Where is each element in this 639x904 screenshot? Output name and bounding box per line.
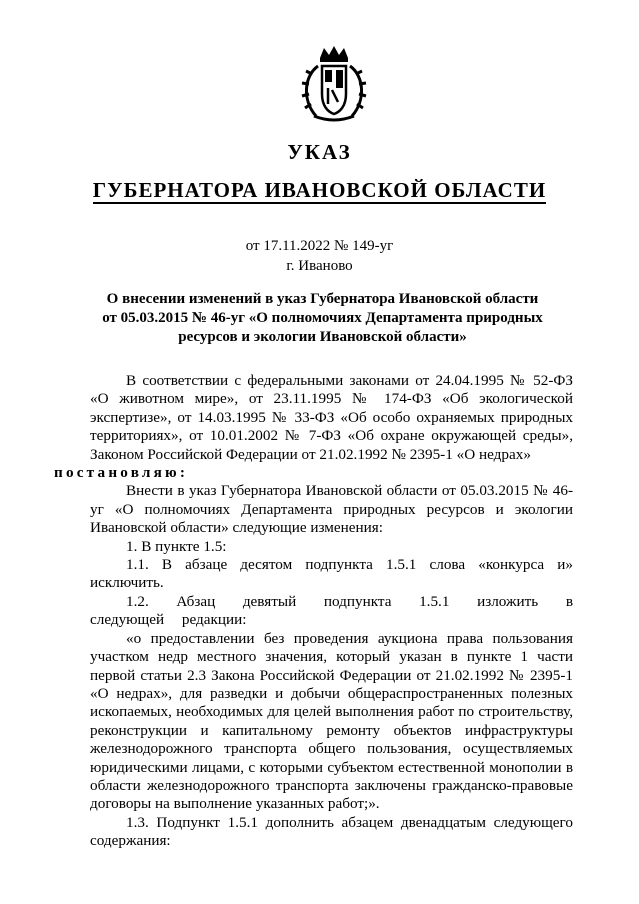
issuer-text: ГУБЕРНАТОРА ИВАНОВСКОЙ ОБЛАСТИ bbox=[92, 178, 547, 202]
document-subject: О внесении изменений в указ Губернатора Ивановской области от 05.03.2015 № 46-уг «О полномочиях Департамента природных ресурсов и экологии Ивановской области» bbox=[102, 291, 543, 345]
quoted-text: «о предоставлении без проведения аукциона права пользования участком недр местного значения, который указан в пункте 1 части первой статьи 2.3 Закона Российской Федерации от 21.02.1992 № 2395-1 «О недрах», для разведки и добычи общераспространенных полезных ископаемых, необходимых для целей выполнения работ по строительству, реконструкции и капитальному ремонту объектов инфраструктуры железнодорожного транспорта общего пользования, осуществляемых юридическими лицами, с которыми субъектом естественной монополии в области железнодорожного транспорта заключены гражданско-правовые договоры на выполнение указанных работ;». bbox=[90, 629, 573, 813]
intro-text: В соответствии с федеральными законами от 24.04.1995 № 52-ФЗ «О животном мире», от 23.11.1995 № 174-ФЗ «Об экологической экспертизе», от 14.03.1995 № 33-ФЗ «Об особо охраняемых природных территориях», от 10.01.2002 № 7-ФЗ «Об охране окружающей среды», Законом Российской Федерации от 21.02.1992 № 2395-1 «О недрах» bbox=[90, 372, 573, 463]
document-issuer bbox=[0, 178, 639, 203]
item-1-2: 1.2. Абзац девятый подпункта 1.5.1 изложить в следующей редакции: bbox=[90, 592, 573, 629]
item-1-1: 1.1. В абзаце десятом подпункта 1.5.1 слова «конкурса и» исключить. bbox=[90, 556, 573, 592]
city: г. Иваново bbox=[286, 258, 353, 274]
amend-paragraph: Внести в указ Губернатора Ивановской области от 05.03.2015 № 46-уг «О полномочиях Департамента природных ресурсов и экологии Ивановской области» следующие изменения: bbox=[90, 482, 573, 537]
item-1: 1. В пункте 1.5: bbox=[126, 537, 227, 555]
decree-word: постановляю: bbox=[54, 464, 189, 482]
item-1-3: 1.3. Подпункт 1.5.1 дополнить абзацем двенадцатым следующего содержания: bbox=[90, 813, 573, 850]
coat-of-arms-icon bbox=[298, 44, 370, 124]
document-title: УКАЗ bbox=[287, 140, 352, 164]
intro-paragraph bbox=[54, 372, 573, 482]
document-body bbox=[54, 372, 573, 851]
date-number: от 17.11.2022 № 149-уг bbox=[245, 238, 394, 254]
